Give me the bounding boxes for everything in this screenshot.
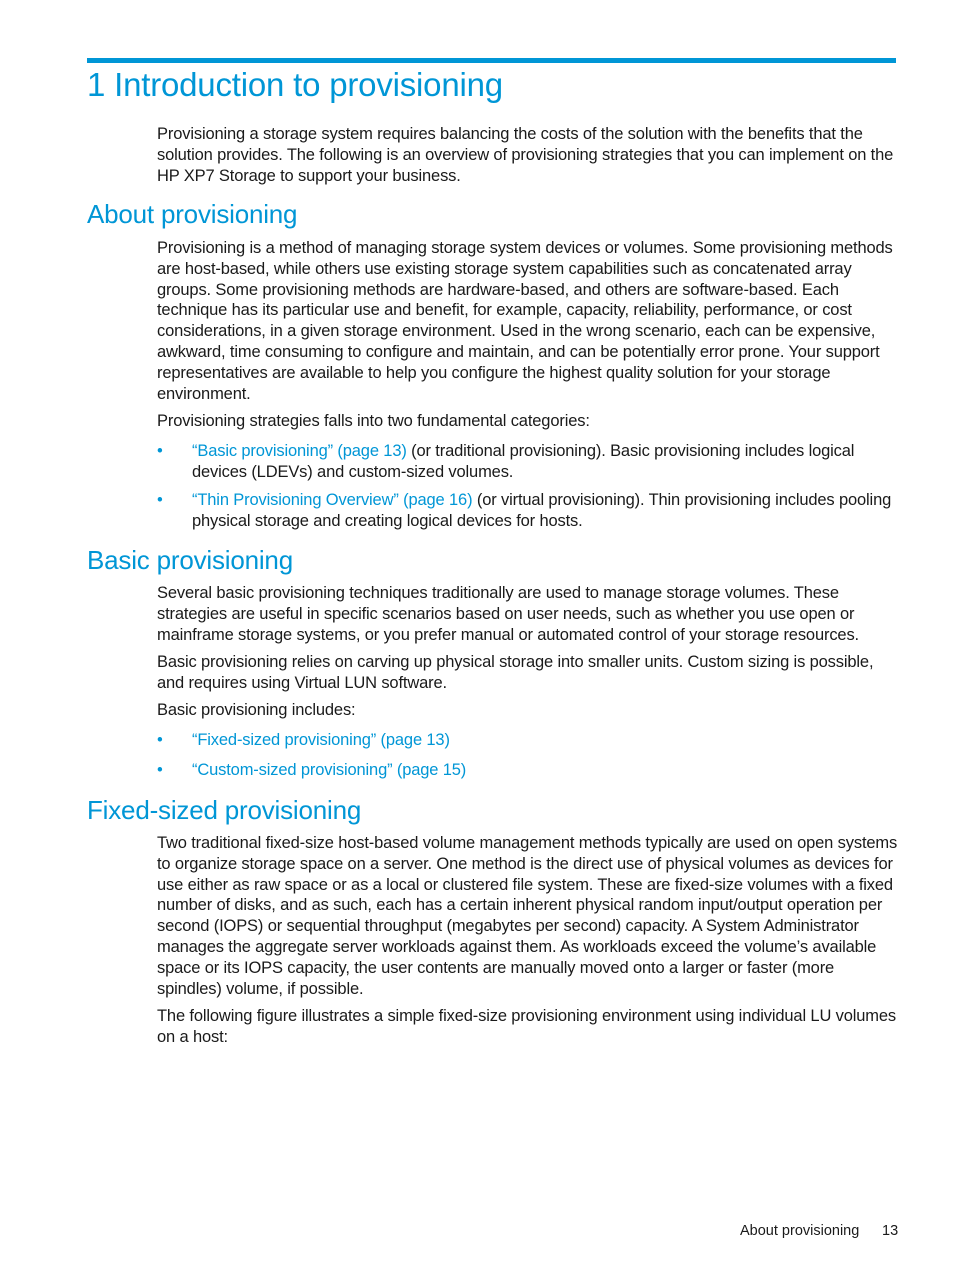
- heading-fixed-sized-provisioning: Fixed-sized provisioning: [87, 795, 362, 825]
- fixed-paragraph-1: Two traditional fixed-size host-based volume management methods typically are used on open systems to organize storage space on a server. One method is the direct use of physical volumes as devices for use either as raw space or as a local or clustered file system. These are fixed-size volumes with a fixed number of disks, and as such, each has a certain inherent physical random input/output operation per second (IOPS) or sequential throughput (megabytes per second) capacity. A System Administrator manages the aggregate server workloads against them. As workloads exceed the volume’s available space or its IOPS capacity, the user contents are manually moved onto a larger or faster (more spindles) volume, if possible.: [157, 834, 898, 998]
- list-item: [157, 730, 899, 751]
- basic-paragraph-1: Several basic provisioning techniques traditionally are used to manage storage volumes. These strategies are useful in specific scenarios based on user needs, such as whether you use open or mainframe storage systems, or you prefer manual or automated control of your storage resources.: [157, 584, 859, 644]
- link-fixed-sized-provisioning[interactable]: “Fixed-sized provisioning” (page 13): [192, 731, 450, 749]
- footer-section-title: About provisioning: [740, 1223, 860, 1239]
- chapter-rule: [87, 58, 896, 63]
- bullet-text: (or virtual provisioning). Thin provisioning includes pooling physical storage and creating logical devices for hosts.: [192, 491, 892, 530]
- list-item: [157, 441, 899, 483]
- list-item: [157, 760, 899, 781]
- bullet-icon: •: [157, 761, 163, 779]
- basic-paragraph-2: Basic provisioning relies on carving up physical storage into smaller units. Custom sizing is possible, and requires using Virtual LUN software.: [157, 653, 874, 692]
- heading-basic-provisioning: Basic provisioning: [87, 545, 293, 575]
- basic-paragraph-3: Basic provisioning includes:: [157, 701, 356, 719]
- bullet-icon: •: [157, 491, 163, 509]
- link-thin-provisioning-overview[interactable]: “Thin Provisioning Overview” (page 16): [192, 491, 473, 509]
- intro-paragraph: Provisioning a storage system requires balancing the costs of the solution with the benefits that the solution provides. The following is an overview of provisioning strategies that you can implement on the HP XP7 Storage to support your business.: [157, 125, 894, 185]
- bullet-text: (or traditional provisioning). Basic provisioning includes logical devices (LDEVs) and custom-sized volumes.: [192, 442, 855, 481]
- heading-about-provisioning: About provisioning: [87, 199, 298, 229]
- about-paragraph-2: Provisioning strategies falls into two fundamental categories:: [157, 412, 590, 430]
- about-paragraph-1: Provisioning is a method of managing storage system devices or volumes. Some provisioning methods are host-based, while others use existing storage system capabilities such as concatenated array groups. Some provisioning methods are hardware-based, and others are software-based. Each technique has its particular use and benefit, for example, capacity, reliability, performance, or cost considerations, in a given storage environment. Used in the wrong scenario, each can be expensive, awkward, time consuming to configure and maintain, and can be potentially error prone. Your support representatives are available to help you configure the highest quality solution for your storage environment.: [157, 239, 893, 403]
- bullet-icon: •: [157, 442, 163, 460]
- list-item: [157, 490, 899, 532]
- link-custom-sized-provisioning[interactable]: “Custom-sized provisioning” (page 15): [192, 761, 467, 779]
- chapter-title: 1 Introduction to provisioning: [87, 66, 503, 103]
- link-basic-provisioning[interactable]: “Basic provisioning” (page 13): [192, 442, 407, 460]
- bullet-icon: •: [157, 731, 163, 749]
- footer-page-number: 13: [882, 1223, 899, 1239]
- fixed-paragraph-2: The following figure illustrates a simple fixed-size provisioning environment using individual LU volumes on a host:: [157, 1007, 897, 1046]
